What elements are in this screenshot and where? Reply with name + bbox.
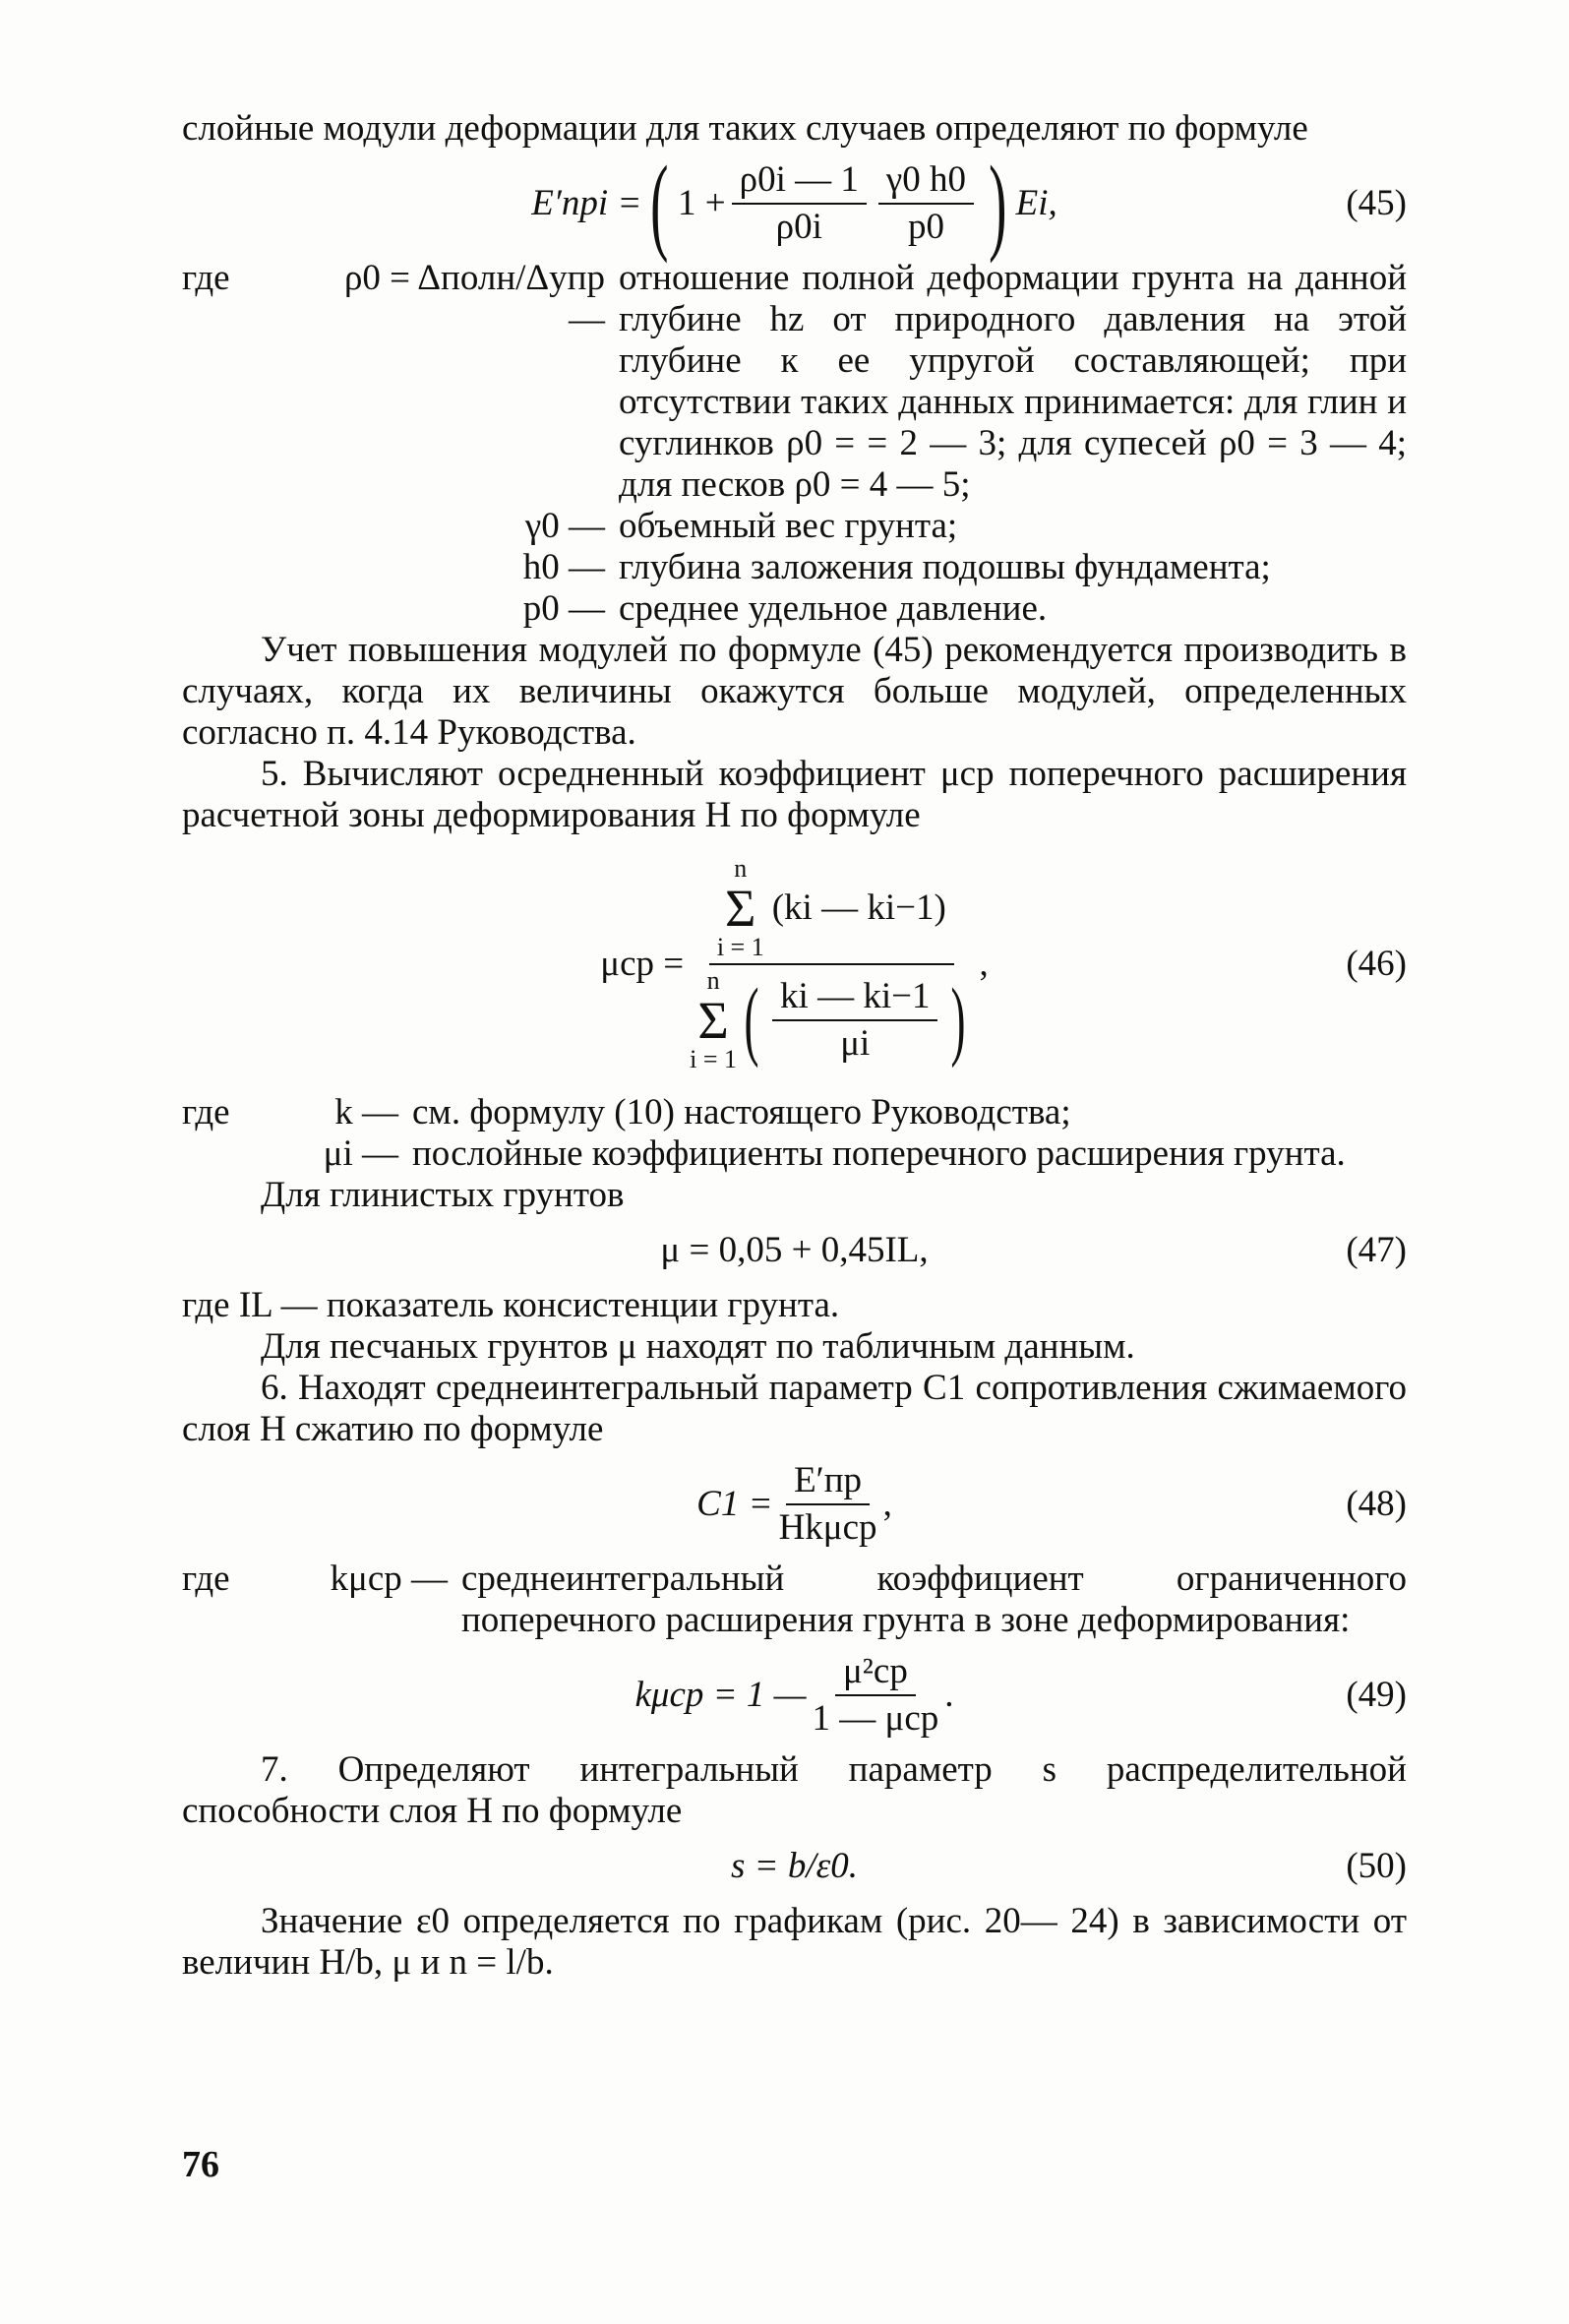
definition-row: γ0 — объемный вес грунта; [524,506,958,546]
equation-number-50: (50) [1346,1846,1407,1886]
eq49-den: 1 — μср [812,1698,939,1739]
paragraph-step7: 7. Определяют интегральный параметр s распределительной способности слоя H по формуле [182,1749,1407,1831]
eq45-den1: ρ0i [775,207,822,247]
equation-49: kμср = 1 — $\frac{\text{μ²ср}}{\text{1 — μср}}$ . (49) [634,1651,1407,1739]
eq45-num2: γ0 h0 [878,159,974,205]
definition-row: где k — см. формулу (10) настоящего Руководства; [182,1092,1071,1132]
eq46-inner-den: μi [840,1023,871,1064]
eq48-den: Hkμср [778,1507,877,1548]
equation-45: E′прi = ( 1 + $\frac{\rho 0i — 1}{\rho 0i}$ $\frac{\gamma 0 h0}{p0}$ ) Ei, (45) [531,144,1407,264]
definitions-46 [182,1092,1407,1175]
definition-row: где ρ0 = Δполн/Δупр — отношение полной деформации грунта на данной глубине hz от природного давления на этой глубине к ее упругой составляющей; при отсутствии таких данных принимается: для глин и суглинков ρ0 = = 2 — 3; для супесей ρ0 = 3 — 4; для песков ρ0 = 4 — 5; [182,258,1407,505]
eq48-num: E′пр [786,1460,870,1505]
definition-row: h0 — глубина заложения подошвы фундамента; [522,547,1271,587]
equation-number-49: (49) [1346,1675,1407,1715]
paragraph-formula45-usage: Учет повышения модулей по формуле (45) рекомендуется производить в случаях, когда их величины окажутся больше модулей, определенных согласно п. 4.14 Руководства. [182,630,1407,753]
equation-number-45: (45) [1346,183,1407,223]
eq45-rhs: Ei, [1015,183,1057,223]
page-content [182,108,1407,1984]
paragraph-step6: 6. Находят среднеинтегральный параметр C1 сопротивления сжимаемого слоя H сжатию по формуле [182,1368,1407,1449]
equation-46: μср = n Σ i = 1 (ki — ki−1) n Σ i = 1 ( $\frac{ki — ki-1}{\mu i}$ ) , (46) [600,854,1407,1073]
eq49-lhs: kμср = 1 — [634,1675,807,1715]
equation-50 [182,1832,1407,1901]
eq50-expr: s = b/ε0. [731,1846,858,1886]
eq45-num1: ρ0i — 1 [732,159,867,205]
intro-paragraph: слойные модули деформации для таких случаев определяют по формуле [182,108,1308,149]
equation-number-47: (47) [1346,1230,1407,1270]
equation-47 [182,1216,1407,1285]
eq48-lhs: C1 = [696,1484,773,1524]
definition-row: p0 — среднее удельное давление. [522,588,1048,629]
definitions-45 [182,258,1407,630]
eq46-inner-num: ki — ki−1 [772,976,937,1021]
eq46-lhs: μср = [600,944,685,984]
eq49-num: μ²ср [835,1651,916,1696]
paragraph-step5: 5. Вычисляют осредненный коэффициент μср поперечного расширения расчетной зоны деформирования H по формуле [182,754,1407,835]
eq46-numerator: (ki — ki−1) [771,887,946,928]
paragraph-epsilon: Значение ε0 определяется по графикам (рис. 20— 24) в зависимости от величин H/b, μ и n = l/b. [182,1901,1407,1983]
equation-number-48: (48) [1346,1484,1407,1524]
equation-number-46: (46) [1346,944,1407,984]
definition-47: где IL — показатель консистенции грунта. [182,1285,840,1325]
page-number: 76 [182,2144,219,2185]
eq45-den2: p0 [907,207,944,247]
eq47-expr: μ = 0,05 + 0,45IL, [660,1230,929,1270]
paragraph-sand: Для песчаных грунтов μ находят по табличным данным. [261,1326,1135,1367]
definition-row: μi — послойные коэффициенты поперечного расширения грунта. [323,1133,1346,1174]
definition-48: где kμср — среднеинтегральный коэффициент ограниченного поперечного расширения грунта в зоне деформирования: [182,1559,1407,1640]
paragraph-clay: Для глинистых грунтов [261,1175,625,1215]
eq45-lhs: E′прi = [531,183,642,223]
equation-48: C1 = $\frac{E'пр}{\text{Hkμср}}$ , (48) [696,1460,1407,1548]
